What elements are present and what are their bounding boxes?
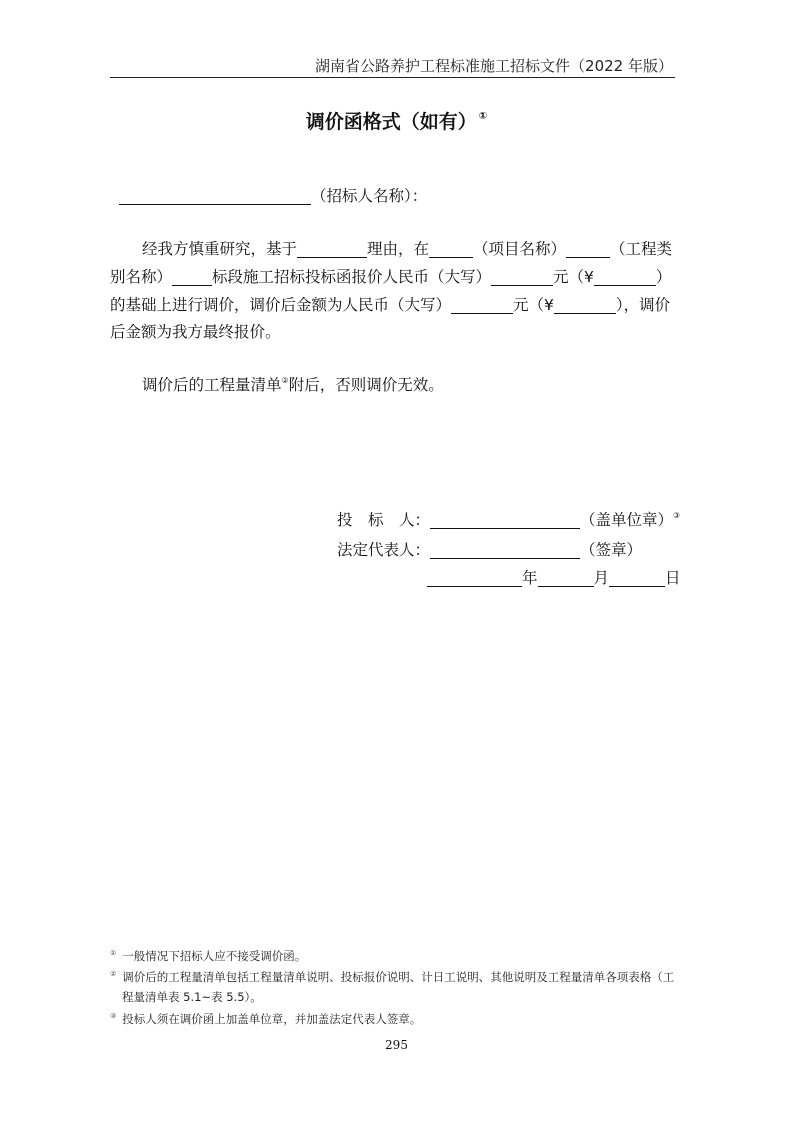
p1-text: （工程类 (610, 240, 673, 258)
p1-text: 的基础上进行调价，调价后金额为人民币（大写） (110, 296, 452, 314)
adjusted-amount-words-blank[interactable] (451, 297, 513, 314)
footnote-3 (110, 1011, 421, 1027)
footnote-text: 投标人须在调价函上加盖单位章，并加盖法定代表人签章。 (122, 1012, 422, 1026)
date-line (427, 566, 681, 588)
day-blank[interactable] (609, 570, 665, 587)
original-amount-words-blank[interactable] (491, 269, 553, 286)
footnote-mark: ② (110, 970, 117, 978)
work-category-blank[interactable] (566, 241, 610, 258)
footnote-text: 一般情况下招标人应不接受调价函。 (122, 949, 307, 963)
addressee-line (119, 184, 427, 206)
footnote-1 (110, 948, 306, 964)
year-blank[interactable] (427, 570, 522, 587)
paragraph2 (142, 373, 444, 395)
footnote-2 (110, 969, 674, 985)
bidder-label: 投 标 人： (337, 511, 431, 529)
paragraph1-line3 (110, 293, 670, 315)
bidder-blank[interactable] (430, 512, 580, 529)
project-name-blank[interactable] (429, 241, 473, 258)
paragraph1-line4: 后金额为我方最终报价。 (110, 323, 281, 341)
footnote-text: 调价后的工程量清单包括工程量清单说明、投标报价说明、计日工说明、其他说明及工程量清单各项表格（工 (122, 970, 675, 984)
bidder-line (337, 508, 680, 530)
original-amount-figure-blank[interactable] (594, 269, 656, 286)
footnote-mark: ③ (110, 1012, 117, 1020)
reason-blank[interactable] (297, 241, 367, 258)
page-title (0, 107, 793, 134)
p1-text: ） (655, 268, 672, 286)
p1-text: （项目名称） (473, 240, 567, 258)
p2-text: 调价后的工程量清单 (142, 376, 282, 394)
p2-text: 附后，否则调价无效。 (288, 376, 444, 394)
rep-label: 法定代表人： (337, 541, 431, 559)
footnote-2-continuation: 程量清单表 5.1~表 5.5）。 (122, 990, 262, 1004)
representative-line (337, 538, 642, 560)
representative-blank[interactable] (430, 542, 580, 559)
section-blank[interactable] (172, 269, 212, 286)
paragraph1-line1 (142, 237, 672, 259)
page-number: 295 (385, 1038, 408, 1052)
rep-suffix: （签章） (580, 541, 643, 559)
header-rule (110, 77, 675, 78)
p1-text: 标段施工招标投标函报价人民币（大写） (212, 268, 492, 286)
footnote-mark: ① (110, 949, 117, 957)
bidder-suffix: （盖单位章） (580, 511, 674, 529)
tenderer-name-blank[interactable] (119, 188, 311, 205)
title-footnote-mark: ① (478, 111, 488, 122)
month-blank[interactable] (538, 570, 594, 587)
p1-text: 元（¥ (513, 296, 554, 314)
p1-text: 元（¥ (553, 268, 594, 286)
addressee-label: （招标人名称）： (311, 187, 428, 205)
p1-text: ），调价 (615, 296, 671, 314)
day-label: 日 (665, 569, 681, 587)
bidder-footnote-mark: ③ (673, 511, 681, 520)
running-header: 湖南省公路养护工程标准施工招标文件（2022 年版） (315, 57, 673, 75)
year-label: 年 (522, 569, 538, 587)
p2-footnote-mark: ② (281, 376, 289, 385)
paragraph1-line2 (110, 265, 671, 287)
page-title-text: 调价函格式（如有） (305, 111, 477, 133)
p1-text: 理由，在 (367, 240, 430, 258)
month-label: 月 (593, 569, 610, 587)
p1-text: 别名称） (110, 268, 173, 286)
p1-text: 经我方慎重研究，基于 (142, 240, 298, 258)
adjusted-amount-figure-blank[interactable] (554, 297, 616, 314)
